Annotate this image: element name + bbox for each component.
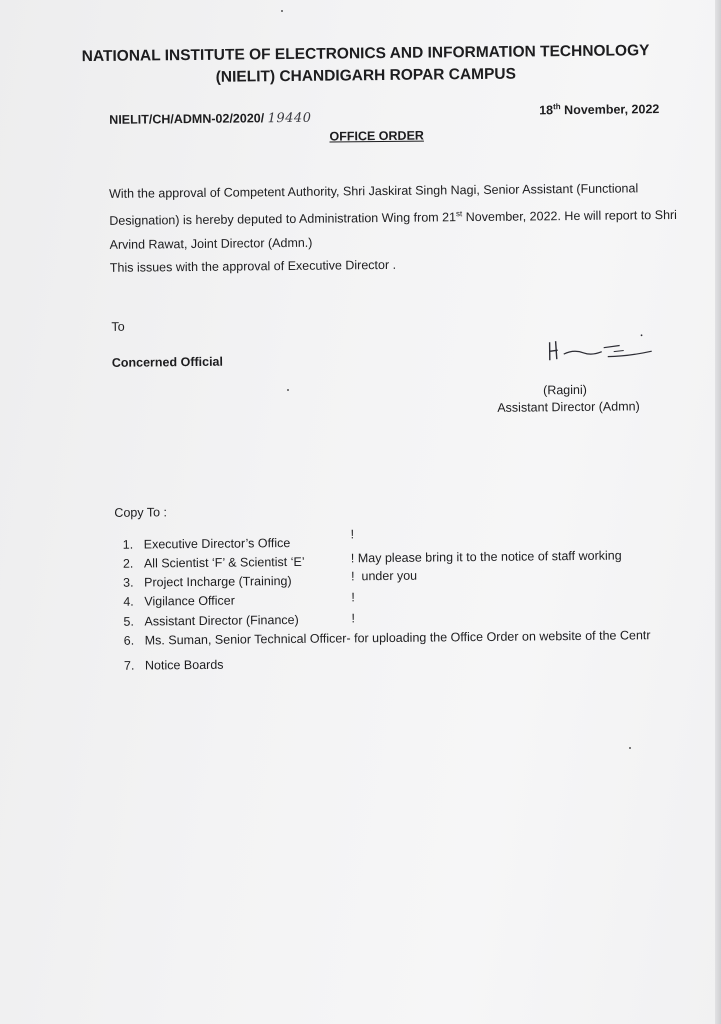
order-body-paragraph bbox=[109, 176, 700, 257]
list-item: 3. Project Incharge (Training) bbox=[123, 573, 292, 590]
bracket-mark: ! bbox=[351, 590, 355, 605]
signatory-designation: Assistant Director (Admn) bbox=[497, 399, 640, 415]
copy-to-list bbox=[122, 527, 721, 673]
list-item: 5. Assistant Director (Finance) bbox=[123, 612, 299, 629]
bracket-mark: ! bbox=[351, 611, 356, 626]
order-date bbox=[539, 101, 659, 117]
copy-to-label: Copy To : bbox=[114, 505, 168, 520]
order-body-text-2: November, 2022. He will report to Shri Arvind Rawat, Joint Director (Admn.) bbox=[109, 207, 678, 252]
organization-name bbox=[60, 40, 670, 90]
list-item: 4. Vigilance Officer bbox=[123, 593, 235, 609]
order-date-rest: November, 2022 bbox=[560, 102, 660, 118]
list-item: 2. All Scientist ‘F’ & Scientist ‘E’ bbox=[122, 554, 305, 571]
organization-name-line2: (NIELIT) CHANDIGARH ROPAR CAMPUS bbox=[215, 65, 517, 86]
order-body-ordinal: st bbox=[455, 209, 463, 219]
order-date-day: 18 bbox=[539, 103, 554, 118]
reference-number-printed: NIELIT/CH/ADMN-02/2020/ bbox=[109, 111, 265, 127]
organization-name-line1: NATIONAL INSTITUTE OF ELECTRONICS AND INFORMATION TECHNOLOGY bbox=[81, 42, 650, 66]
signatory-name: (Ragini) bbox=[543, 382, 587, 398]
reference-number-handwritten: 19440 bbox=[267, 110, 312, 127]
order-date-suffix: th bbox=[553, 102, 561, 112]
remark-line-2: ! under you bbox=[350, 568, 418, 584]
to-label: To bbox=[111, 319, 125, 334]
list-item: 1. Executive Director’s Office bbox=[122, 535, 291, 552]
list-item: 6. Ms. Suman, Senior Technical Officer- for uploading the Office Order on website of the Centr bbox=[123, 628, 651, 648]
office-order-title: OFFICE ORDER bbox=[329, 128, 424, 144]
list-item: 7. Notice Boards bbox=[123, 657, 224, 673]
approval-line: This issues with the approval of Executive Director . bbox=[109, 257, 397, 275]
recipient: Concerned Official bbox=[111, 354, 224, 370]
signature-mark bbox=[544, 331, 654, 368]
bracket-mark: ! bbox=[350, 527, 355, 542]
reference-number bbox=[109, 111, 311, 128]
remark-line-1: ! May please bring it to the notice of staff working bbox=[350, 548, 622, 566]
order-body-text-1: With the approval of Competent Authority, Shri Jaskirat Singh Nagi, Senior Assistant (Functional Designation) is hereby deputed to Administration Wing from 21 bbox=[108, 181, 639, 228]
